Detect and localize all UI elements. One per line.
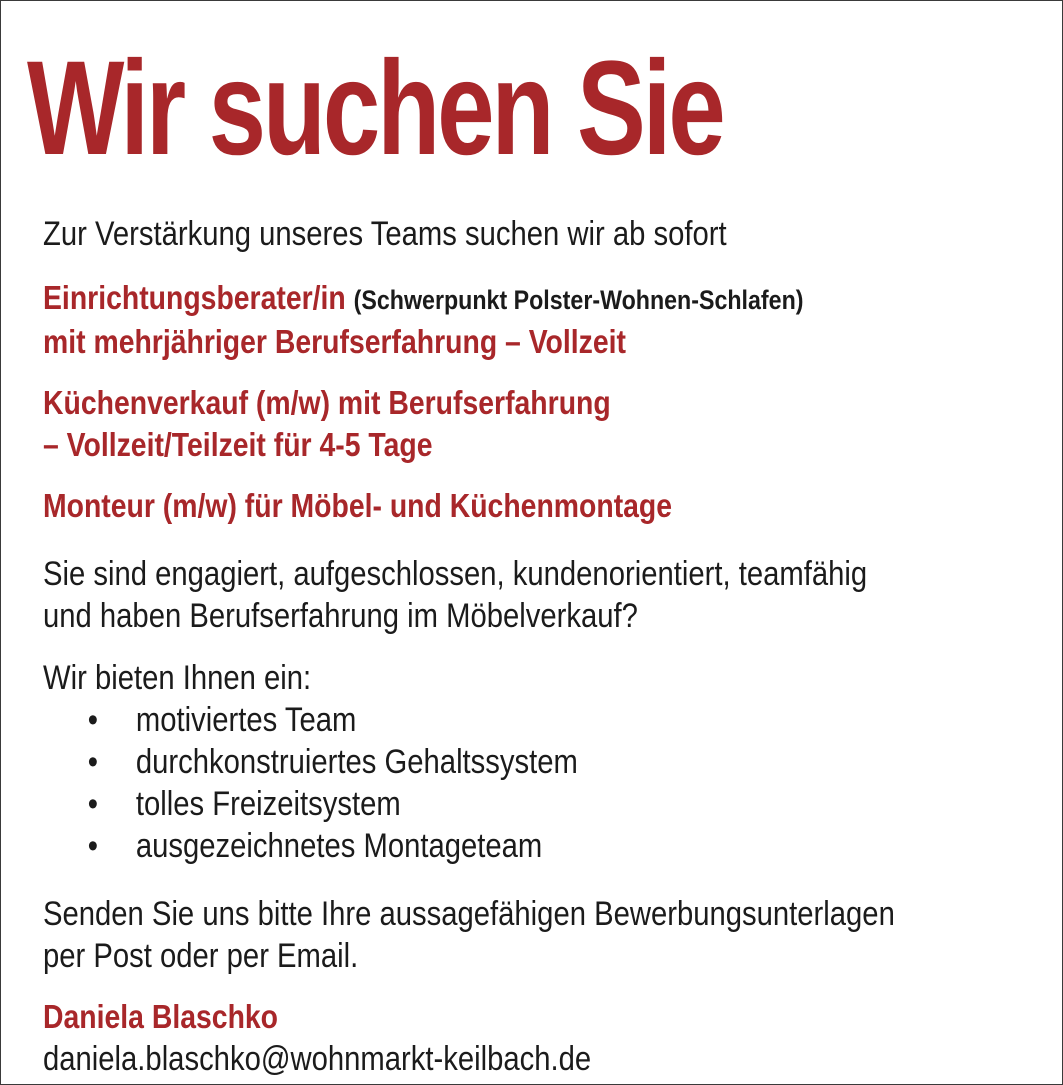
- benefit-text: durchkonstruiertes Gehaltssystem: [135, 743, 578, 781]
- application-instructions: [43, 893, 895, 977]
- benefit-text: tolles Freizeitsystem: [135, 785, 401, 823]
- candidate-question: [43, 553, 867, 637]
- benefit-text: ausgezeichnetes Montageteam: [135, 827, 543, 865]
- job-posting-fitter: [43, 485, 672, 527]
- headline: Wir suchen Sie: [27, 34, 723, 183]
- bullet-icon: •: [87, 701, 98, 739]
- job-title: Küchenverkauf (m/w) mit Berufserfahrung: [43, 384, 611, 421]
- list-item: [43, 741, 578, 783]
- benefits-list: [43, 699, 578, 867]
- benefit-text: motiviertes Team: [135, 701, 357, 739]
- instruction-line: per Post oder per Email.: [43, 937, 359, 975]
- question-line: Sie sind engagiert, aufgeschlossen, kundenorientiert, teamfähig: [43, 555, 868, 593]
- list-item: [43, 699, 578, 741]
- job-hours-line: – Vollzeit/Teilzeit für 4-5 Tage: [43, 426, 433, 463]
- list-item: [43, 783, 578, 825]
- bullet-icon: •: [87, 743, 98, 781]
- question-line: und haben Berufserfahrung im Möbelverkauf?: [43, 597, 638, 635]
- job-title-line: [43, 277, 803, 321]
- list-item: [43, 825, 578, 867]
- intro-text: Zur Verstärkung unseres Teams suchen wir ab sofort: [43, 215, 727, 253]
- job-title: Monteur (m/w) für Möbel- und Küchenmontage: [43, 487, 673, 524]
- bullet-icon: •: [87, 827, 98, 865]
- contact-email-link[interactable]: daniela.blaschko@wohnmarkt-keilbach.de: [43, 1040, 592, 1078]
- job-focus-note: (Schwerpunkt Polster-Wohnen-Schlafen): [353, 285, 804, 315]
- job-requirement-line: mit mehrjähriger Berufserfahrung – Vollzeit: [43, 323, 626, 360]
- offer-heading: Wir bieten Ihnen ein:: [43, 659, 312, 697]
- job-title: Einrichtungsberater/in: [43, 279, 346, 316]
- job-posting-kitchen-sales: [43, 382, 611, 466]
- instruction-line: Senden Sie uns bitte Ihre aussagefähigen Bewerbungsunterlagen: [43, 895, 895, 933]
- bullet-icon: •: [87, 785, 98, 823]
- job-posting-interior-consultant: [43, 277, 803, 363]
- contact-name: Daniela Blaschko: [43, 998, 279, 1035]
